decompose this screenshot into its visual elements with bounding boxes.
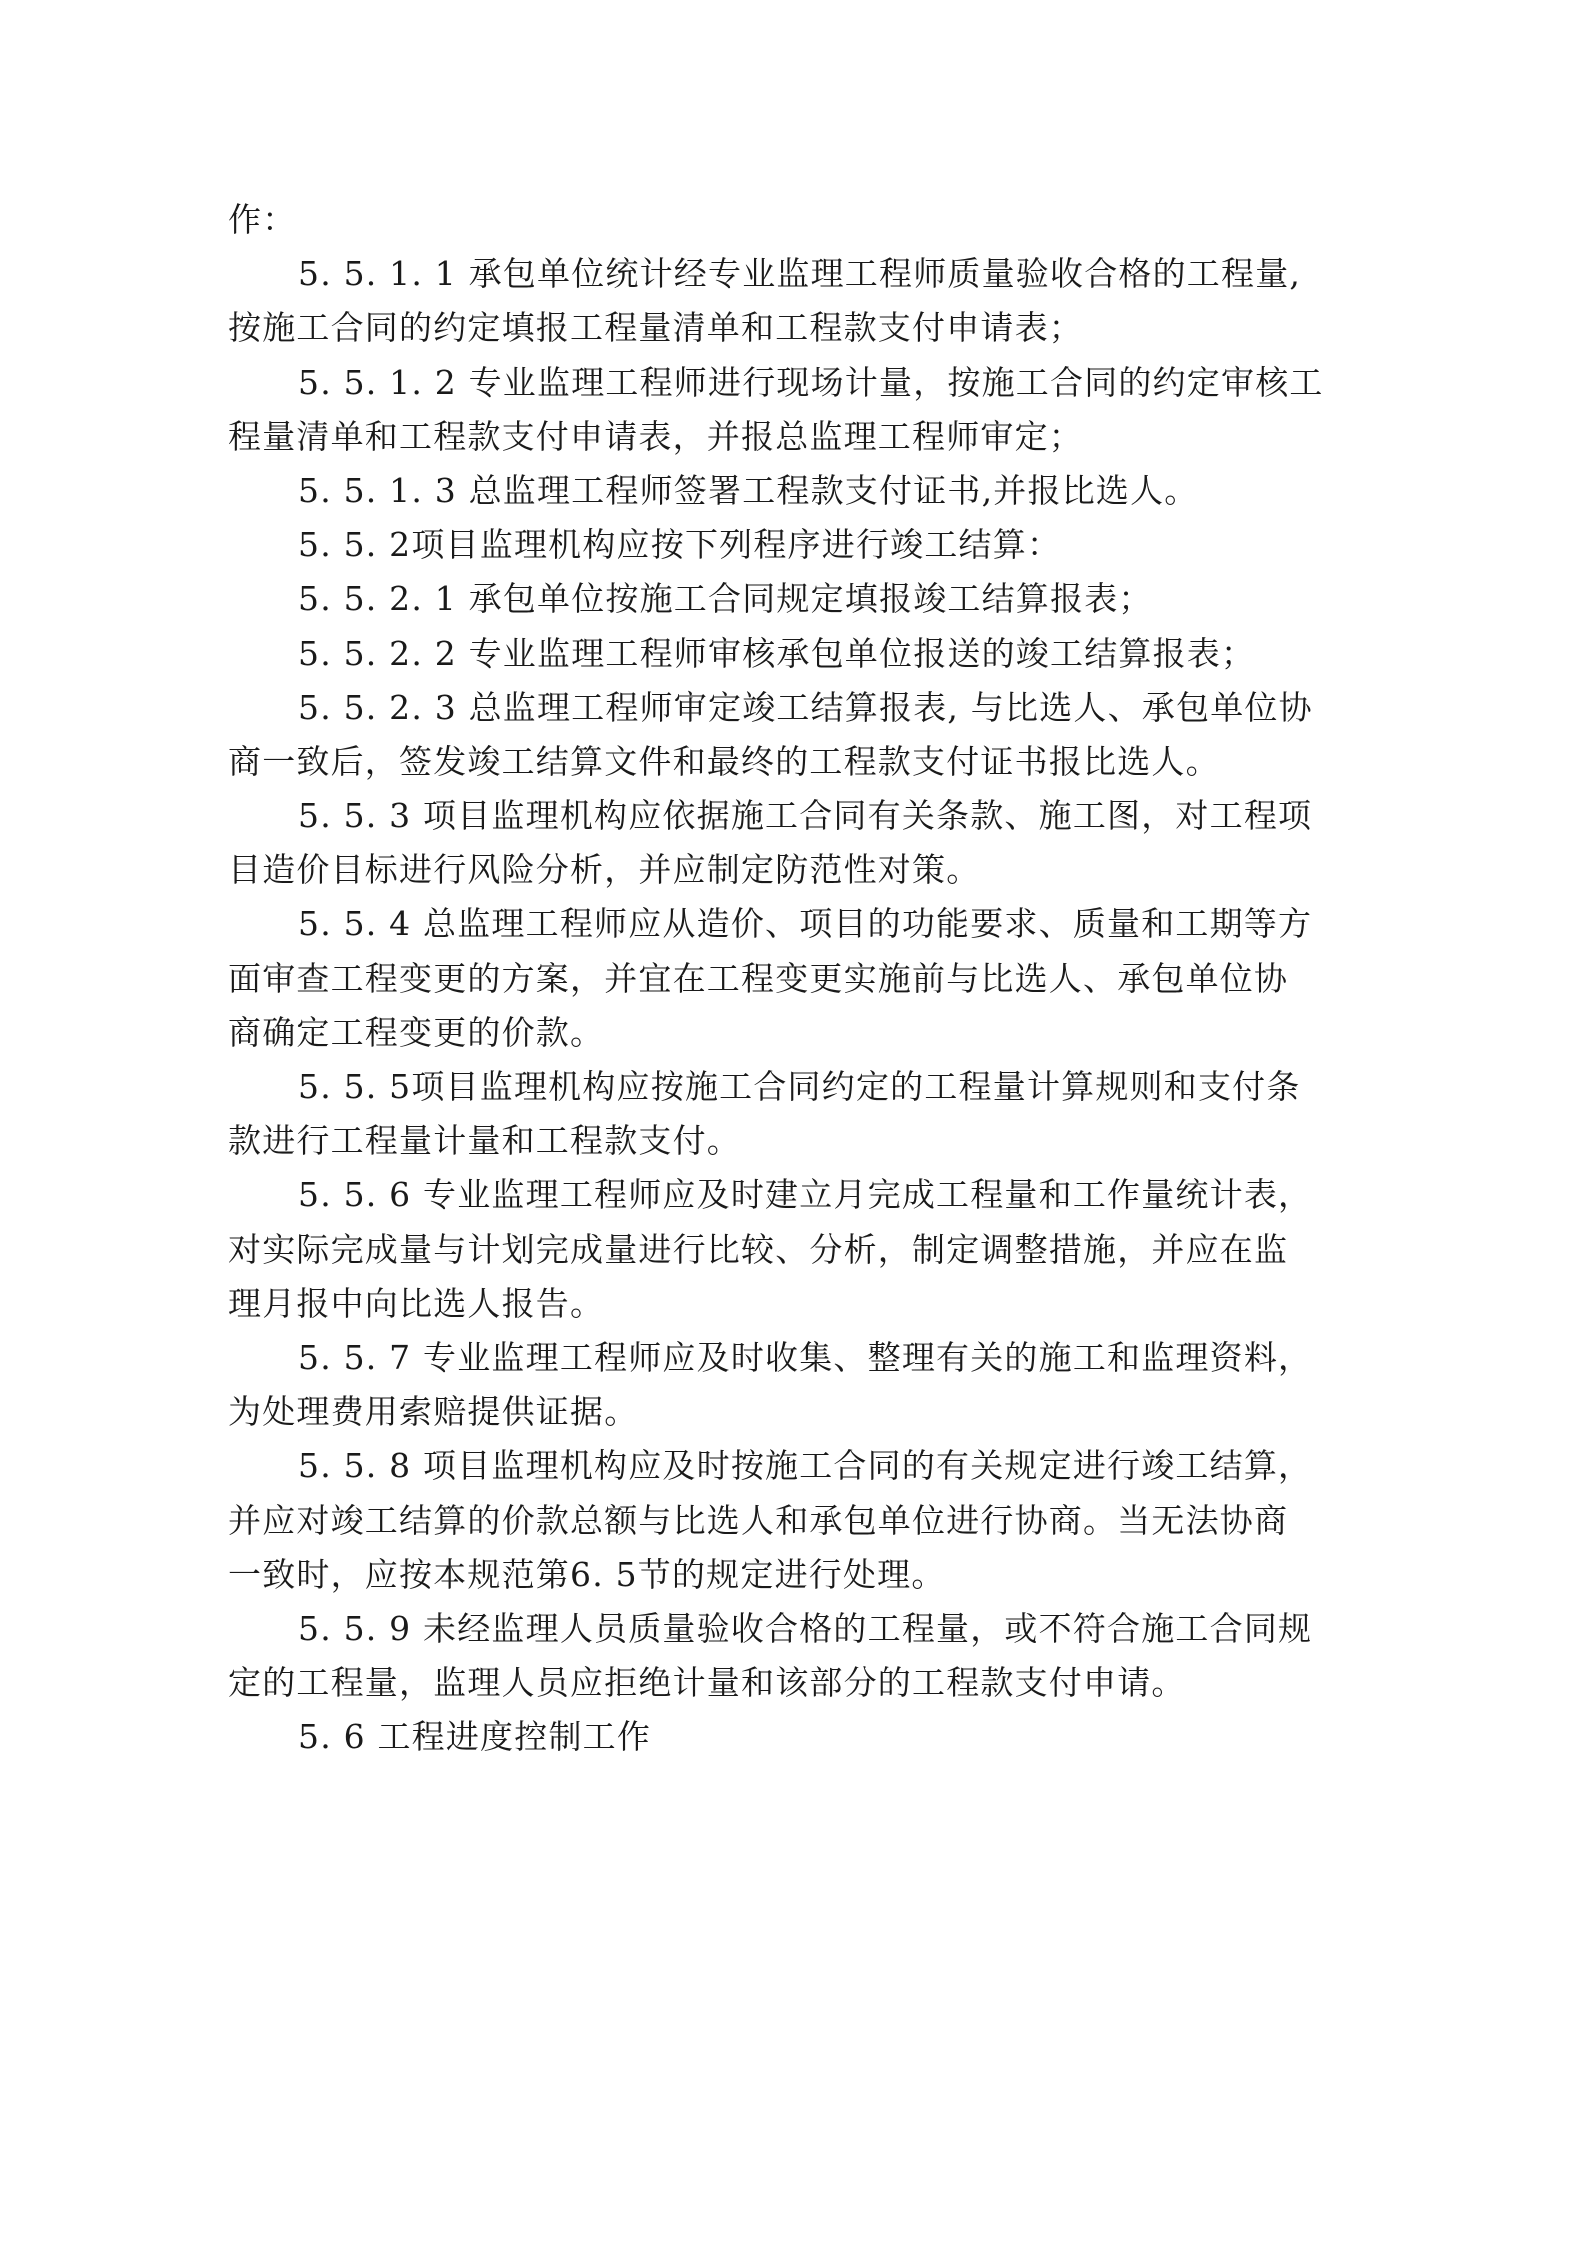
clause-5-5-7: 5. 5. 7 专业监理工程师应及时收集、整理有关的施工和监理资料，	[298, 1337, 1313, 1377]
clause-5-5-4: 5. 5. 4 总监理工程师应从造价、项目的功能要求、质量和工期等方	[298, 904, 1313, 944]
text-line: 一致时，应按本规范第6. 5节的规定进行处理。	[228, 1554, 946, 1594]
clause-5-5-2-2: 5. 5. 2. 2 专业监理工程师审核承包单位报送的竣工结算报表；	[298, 633, 1256, 673]
text-line: 对实际完成量与计划完成量进行比较、分析，制定调整措施，并应在监	[228, 1229, 1289, 1269]
text-line: 定的工程量，监理人员应拒绝计量和该部分的工程款支付申请。	[228, 1663, 1186, 1703]
clause-5-5-1-2: 5. 5. 1. 2 专业监理工程师进行现场计量，按施工合同的约定审核工	[298, 362, 1324, 402]
clause-5-5-9: 5. 5. 9 未经监理人员质量验收合格的工程量，或不符合施工合同规	[298, 1608, 1313, 1648]
clause-5-5-8: 5. 5. 8 项目监理机构应及时按施工合同的有关规定进行竣工结算，	[298, 1446, 1313, 1486]
clause-5-5-1-1: 5. 5. 1. 1 承包单位统计经专业监理工程师质量验收合格的工程量,	[298, 254, 1302, 294]
text-line: 商一致后，签发竣工结算文件和最终的工程款支付证书报比选人。	[228, 741, 1220, 781]
text-line: 为处理费用索赔提供证据。	[228, 1392, 639, 1432]
text-line: 程量清单和工程款支付申请表，并报总监理工程师审定；	[228, 416, 1083, 456]
clause-5-5-2-3: 5. 5. 2. 3 总监理工程师审定竣工结算报表, 与比选人、承包单位协	[298, 687, 1313, 727]
clause-5-5-1-3: 5. 5. 1. 3 总监理工程师签署工程款支付证书,并报比选人。	[298, 470, 1199, 510]
clause-5-5-6: 5. 5. 6 专业监理工程师应及时建立月完成工程量和工作量统计表，	[298, 1175, 1313, 1215]
clause-5-5-5: 5. 5. 5项目监理机构应按施工合同约定的工程量计算规则和支付条	[298, 1067, 1301, 1106]
body-text	[228, 193, 1396, 1764]
text-line: 商确定工程变更的价款。	[228, 1012, 605, 1052]
text-line: 款进行工程量计量和工程款支付。	[228, 1121, 741, 1161]
text-line: 理月报中向比选人报告。	[228, 1283, 605, 1323]
text-line: 面审查工程变更的方案，并宜在工程变更实施前与比选人、承包单位协	[228, 958, 1289, 998]
clause-5-5-3: 5. 5. 3 项目监理机构应依据施工合同有关条款、施工图，对工程项	[298, 796, 1313, 836]
text-line: 目造价目标进行风险分析，并应制定防范性对策。	[228, 850, 981, 890]
clause-5-5-2: 5. 5. 2项目监理机构应按下列程序进行竣工结算：	[298, 525, 1062, 565]
clause-5-5-2-1: 5. 5. 2. 1 承包单位按施工合同规定填报竣工结算报表；	[298, 579, 1153, 619]
section-heading-5-6: 5. 6 工程进度控制工作	[298, 1717, 652, 1757]
text-line: 作：	[228, 200, 297, 239]
text-line: 并应对竣工结算的价款总额与比选人和承包单位进行协商。当无法协商	[228, 1500, 1289, 1540]
text-line: 按施工合同的约定填报工程量清单和工程款支付申请表；	[228, 308, 1083, 348]
